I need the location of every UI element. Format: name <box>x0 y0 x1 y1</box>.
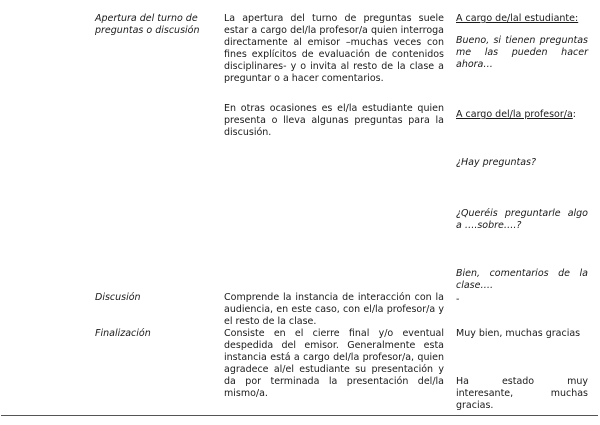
row-label-finalizacion: Finalización <box>95 328 151 339</box>
bottom-rule <box>1 415 598 416</box>
row-description-apertura-p2: En otras ocasiones es el/la estudiante quien presenta o lleva algunas preguntas para la discusión. <box>224 103 444 138</box>
example-finalizacion-1: Muy bien, muchas gracias <box>456 328 581 339</box>
example-dash: - <box>456 294 460 305</box>
row-description-discusion: Comprende la instancia de interacción con la audiencia, en este caso, con el/la profesor/a y el resto de la clase. <box>224 292 444 327</box>
row-label-discusion: Discusión <box>95 292 141 303</box>
example-question-1: ¿Hay preguntas? <box>456 157 537 168</box>
row-label-apertura: Apertura del turno de preguntas o discusión <box>95 13 200 36</box>
example-heading-profesor: A cargo del/la profesor/a <box>456 109 573 120</box>
example-heading-profesor-line <box>456 109 596 121</box>
example-question-2: ¿Queréis preguntarle algo a ….sobre….? <box>456 208 588 231</box>
example-heading-colon: : <box>572 109 576 120</box>
row-description-finalizacion: Consiste en el cierre final y/o eventual despedida del emisor. Generalmente esta instancia está a cargo del/la profesor/a, quien agradece al/el estudiante su presentación y da por terminada la presentación del/la mismo/a. <box>224 328 444 399</box>
example-question-3: Bien, comentarios de la clase…. <box>456 268 588 291</box>
row-description-apertura-p1: La apertura del turno de preguntas suele estar a cargo del/la profesor/a quien interroga directamente al emisor –muchas veces con fines explícitos de evaluación de contenidos disciplinares- y o invita al resto de la clase a preguntar o a hacer comentarios. <box>224 13 444 84</box>
example-estudiante-text: Bueno, si tienen preguntas me las pueden hacer ahora… <box>456 35 588 70</box>
example-finalizacion-2: Ha estado muy interesante, muchas gracias. <box>456 376 588 411</box>
example-heading-estudiante: A cargo de/lal estudiante: <box>456 13 579 24</box>
